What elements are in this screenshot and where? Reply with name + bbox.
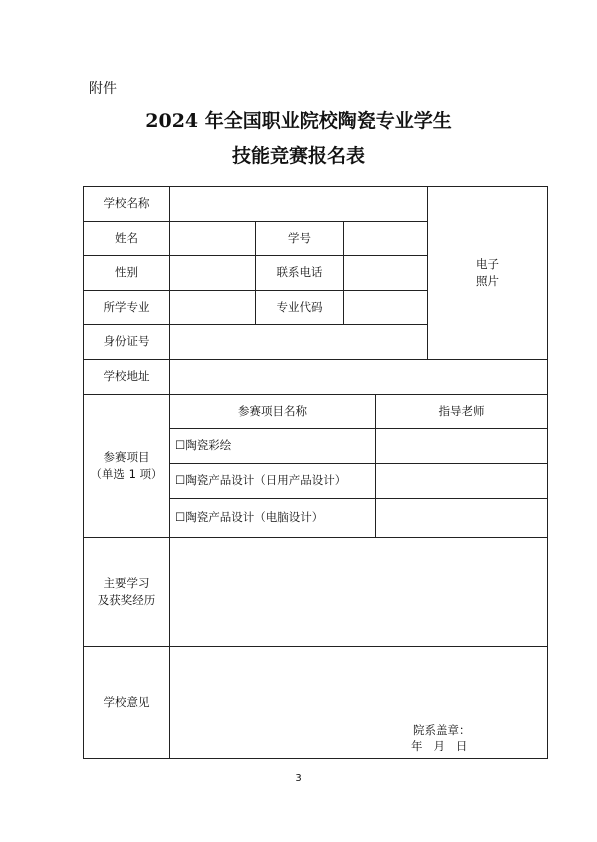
- major-field[interactable]: [170, 291, 255, 324]
- event-option-label: 陶瓷产品设计（电脑设计）: [185, 510, 324, 525]
- events-label-line2: （单选 1 项）: [90, 467, 163, 481]
- advisor-field-computer-design[interactable]: [376, 499, 547, 537]
- event-option-computer-design[interactable]: [175, 499, 375, 537]
- school-address-field[interactable]: [170, 360, 547, 394]
- student-id-label: 学号: [288, 230, 311, 245]
- advisor-header: 指导老师: [438, 403, 485, 418]
- event-name-header: 参赛项目名称: [238, 403, 307, 418]
- photo-label-line1: 电子: [476, 256, 499, 271]
- id-number-label: 身份证号: [103, 334, 150, 349]
- events-label-line1: 参赛项目: [103, 449, 150, 464]
- experience-label: [84, 538, 169, 646]
- major-label: 所学专业: [103, 299, 150, 314]
- events-label: [84, 395, 169, 537]
- checkbox-icon[interactable]: ☐: [175, 510, 186, 525]
- page-title-line1: 2024 年全国职业院校陶瓷专业学生: [145, 110, 452, 132]
- school-name-field[interactable]: [170, 187, 427, 221]
- event-option-label: 陶瓷产品设计（日用产品设计）: [185, 473, 347, 488]
- experience-label-line2: 及获奖经历: [97, 593, 156, 607]
- phone-field[interactable]: [344, 256, 427, 290]
- advisor-field-daily-design[interactable]: [376, 464, 547, 498]
- major-code-field[interactable]: [344, 291, 427, 324]
- gender-label: 性别: [115, 265, 138, 280]
- school-opinion-label: 学校意见: [103, 694, 150, 709]
- school-opinion-field[interactable]: [170, 647, 547, 758]
- checkbox-icon[interactable]: ☐: [175, 473, 186, 488]
- page-title-line2: 技能竞赛报名表: [231, 145, 365, 167]
- name-label: 姓名: [115, 230, 138, 245]
- experience-label-line1: 主要学习: [103, 575, 150, 590]
- page-number: 3: [295, 773, 302, 784]
- major-code-label: 专业代码: [276, 299, 323, 314]
- event-option-daily-design[interactable]: [175, 464, 375, 498]
- table-border-bottom: [83, 758, 547, 759]
- event-option-label: 陶瓷彩绘: [185, 438, 232, 453]
- date-label: 年 月 日: [411, 739, 468, 753]
- seal-label: 院系盖章：: [413, 723, 471, 737]
- school-address-label: 学校地址: [103, 369, 150, 384]
- gender-field[interactable]: [170, 256, 255, 290]
- id-number-field[interactable]: [170, 325, 427, 359]
- attachment-label: 附件: [89, 81, 117, 97]
- event-option-painting[interactable]: [175, 429, 375, 463]
- school-name-label: 学校名称: [103, 196, 150, 211]
- name-field[interactable]: [170, 222, 255, 255]
- photo-cell[interactable]: [428, 187, 547, 359]
- phone-label: 联系电话: [276, 265, 323, 280]
- table-border-right: [547, 186, 548, 759]
- photo-label-line2: 照片: [476, 274, 499, 288]
- checkbox-icon[interactable]: ☐: [175, 438, 186, 453]
- experience-field[interactable]: [170, 538, 547, 646]
- student-id-field[interactable]: [344, 222, 427, 255]
- advisor-field-painting[interactable]: [376, 429, 547, 463]
